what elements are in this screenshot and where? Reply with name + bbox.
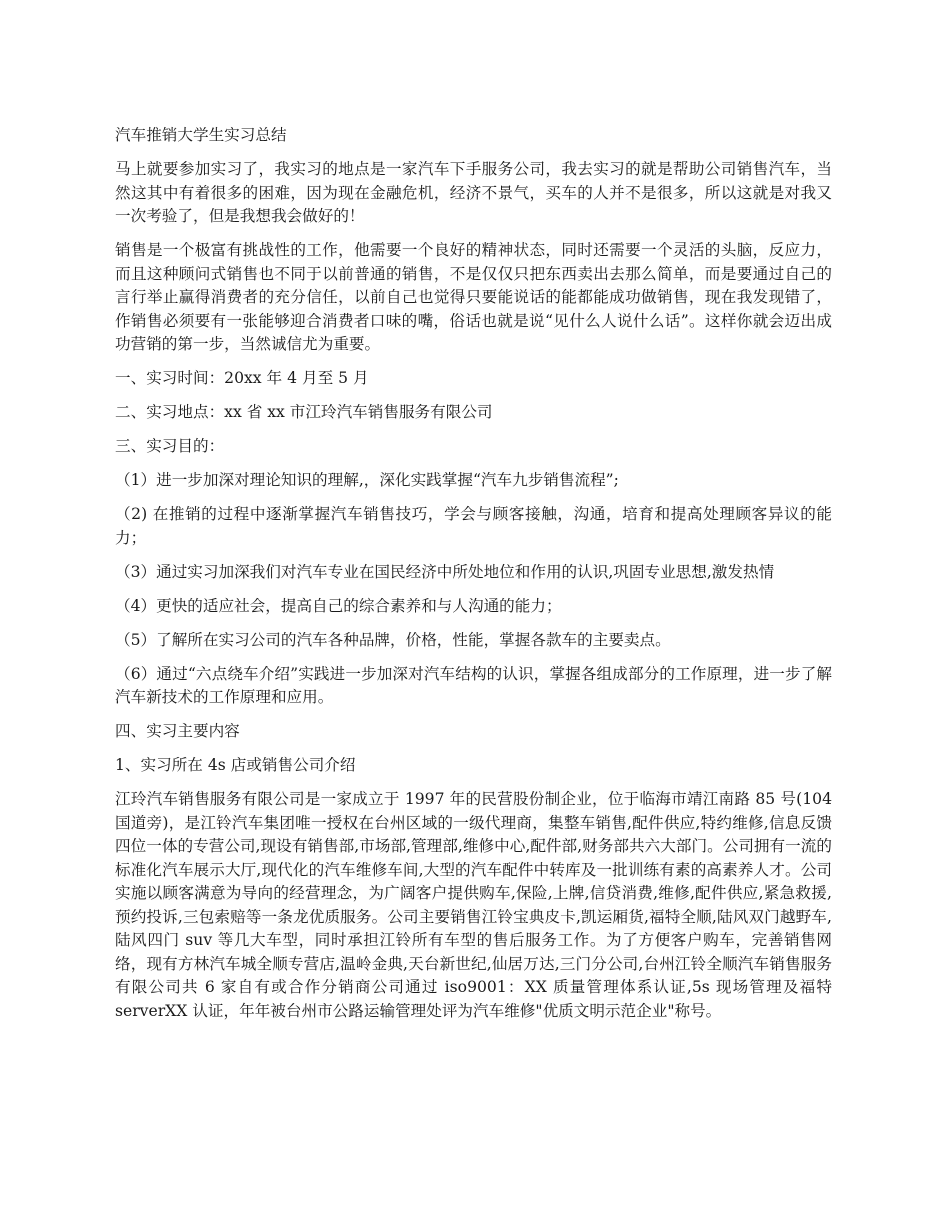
- company-intro-heading: 1、实习所在 4s 店或销售公司介绍: [115, 756, 356, 774]
- purpose-item-2: （2) 在推销的过程中逐渐掌握汽车销售技巧，学会与顾客接触，沟通，培育和提高处理顾客异议的能力；: [115, 505, 832, 547]
- document-page: [115, 124, 832, 1034]
- purpose-item-3: （3）通过实习加深我们对汽车专业在国民经济中所处地位和作用的认识,巩固专业思想,激发热情: [115, 562, 775, 581]
- sales-paragraph: 销售是一个极富有挑战性的工作，他需要一个良好的精神状态，同时还需要一个灵活的头脑，反应力，而且这种顾问式销售也不同于以前普通的销售，不是仅仅只把东西卖出去那么简单，而是要通过自己的言行举止赢得消费者的充分信任，以前自己也觉得只要能说话的能都能成功做销售，现在我发现错了，作销售必须要有一张能够迎合消费者口味的嘴，俗话也就是说“见什么人说什么话”。这样你就会迈出成功营销的第一步，当然诚信尤为重要。: [115, 241, 832, 353]
- purpose-item-4: （4）更快的适应社会，提高自己的综合素养和与人沟通的能力；: [115, 596, 562, 615]
- internship-location: 二、实习地点：xx 省 xx 市江玲汽车销售服务有限公司: [115, 403, 493, 421]
- purpose-item-6: （6）通过“六点绕车介绍”实践进一步加深对汽车结构的认识，掌握各组成部分的工作原理，进一步了解汽车新技术的工作原理和应用。: [115, 664, 832, 706]
- internship-purpose-heading: 三、实习目的：: [115, 437, 225, 455]
- company-intro-paragraph: 江玲汽车销售服务有限公司是一家成立于 1997 年的民营股份制企业，位于临海市靖江南路 85 号(104 国道旁)，是江铃汽车集团唯一授权在台州区域的一级代理商，集整车销售,配件供应,特约维修,信息反馈四位一体的专营公司,现设有销售部,市场部,管理部,维修中心,配件部,财务部共六大部门。公司拥有一流的标准化汽车展示大厅,现代化的汽车维修车间,大型的汽车配件中转库及一批训练有素的高素养人才。公司实施以顾客满意为导向的经营理念，为广阔客户提供购车,保险,上牌,信贷消费,维修,配件供应,紧急救援,预约投诉,三包索赔等一条龙优质服务。公司主要销售江铃宝典皮卡,凯运厢货,福特全顺,陆风双门越野车,陆风四门 suv 等几大车型，同时承担江铃所有车型的售后服务工作。为了方便客户购车，完善销售网络，现有方林汽车城全顺专营店,温岭金典,天台新世纪,仙居万达,三门分公司,台州江铃全顺汽车销售服务有限公司共 6 家自有或合作分销商公司通过 iso9001：XX 质量管理体系认证,5s 现场管理及福特 serverXX 认证，年年被台州市公路运输管理处评为汽车维修"优质文明示范企业"称号。: [115, 790, 832, 1020]
- internship-time: 一、实习时间：20xx 年 4 月至 5 月: [115, 369, 369, 387]
- intro-paragraph: 马上就要参加实习了，我实习的地点是一家汽车下手服务公司，我去实习的就是帮助公司销售汽车，当然这其中有着很多的困难，因为现在金融危机，经济不景气，买车的人并不是很多，所以这就是对我又一次考验了，但是我想我会做好的！: [115, 160, 832, 225]
- main-content-heading: 四、实习主要内容: [115, 722, 240, 740]
- purpose-item-5: （5）了解所在实习公司的汽车各种品牌，价格，性能，掌握各款车的主要卖点。: [115, 630, 671, 649]
- purpose-item-1: （1）进一步加深对理论知识的理解,，深化实践掌握“汽车九步销售流程”;: [115, 471, 619, 489]
- document-title: 汽车推销大学生实习总结: [115, 126, 287, 144]
